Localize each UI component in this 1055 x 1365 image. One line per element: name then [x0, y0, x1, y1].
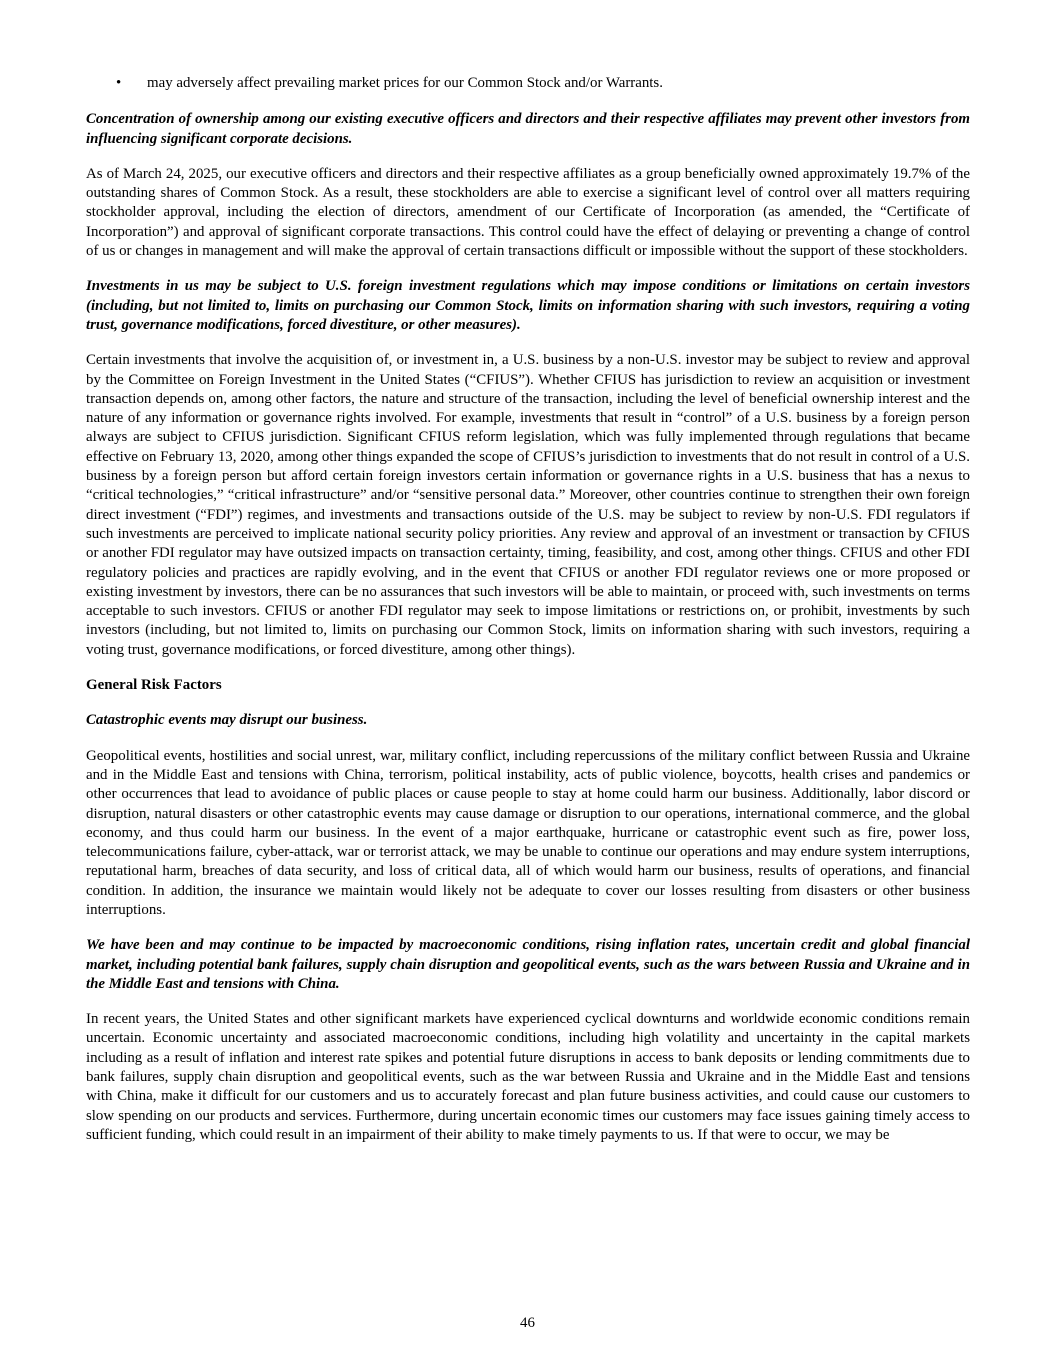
document-page: [86, 74, 970, 1161]
bullet-text: may adversely affect prevailing market prices for our Common Stock and/or Warrants.: [147, 75, 663, 91]
catastrophic-risk-heading: Catastrophic events may disrupt our business.: [86, 712, 368, 729]
macroeconomic-risk-heading: We have been and may continue to be impacted by macroeconomic conditions, rising inflation rates, uncertain credit and global financial market, including potential bank failures, supply chain disruption and geopolitical events, such as the wars between Russia and Ukraine and in the Middle East and tensions with China.: [86, 937, 970, 992]
catastrophic-risk-paragraph: Geopolitical events, hostilities and social unrest, war, military conflict, including repercussions of the military conflict between Russia and Ukraine and in the Middle East and tensions with China, terrorism, political instability, acts of public violence, boycotts, health crises and pandemics or other occurrences that lead to avoidance of public places or cause people to stay at home could harm our business. Additionally, labor discord or disruption, natural disasters or other catastrophic events may cause damage or disruption to our operations, international commerce, and the global economy, and thus could harm our business. In the event of a major earthquake, hurricane or catastrophic event such as fire, power loss, telecommunications failure, cyber-attack, war or terrorist attack, we may be unable to continue our operations and may endure system interruptions, reputational harm, breaches of data security, and loss of critical data, all of which would harm our business, results of operations, and financial condition. In addition, the insurance we maintain would likely not be adequate to cover our losses resulting from disasters or other business interruptions.: [86, 747, 970, 918]
ownership-risk-paragraph: As of March 24, 2025, our executive officers and directors and their respective affiliates as a group beneficially owned approximately 19.7% of the outstanding shares of Common Stock. As a result, these stockholders are able to exercise a significant level of control over all matters requiring stockholder approval, including the election of directors, amendment of our Certificate of Incorporation (as amended, the “Certificate of Incorporation”) and approval of significant corporate transactions. This control could have the effect of delaying or preventing a change of control of us or changes in management and will make the approval of certain transactions difficult or impossible without the support of these stockholders.: [86, 165, 970, 260]
general-risk-factors-heading: General Risk Factors: [86, 677, 222, 694]
cfius-risk-heading: Investments in us may be subject to U.S. foreign investment regulations which may impose conditions or limitations on certain investors (including, but not limited to, limits on purchasing our Common Stock, limits on information sharing with such investors, requiring a voting trust, governance modifications, forced divestiture, or other measures).: [86, 278, 970, 333]
macroeconomic-risk-paragraph: In recent years, the United States and other significant markets have experienced cyclical downturns and worldwide economic conditions remain uncertain. Economic uncertainty and associated macroeconomic conditions, including high volatility and uncertainty in the capital markets including as a result of inflation and interest rate spikes and potential future disruptions in access to bank deposits or lending commitments due to bank failures, supply chain disruption and geopolitical events, such as the war between Russia and Ukraine and in the Middle East and tensions with China, make it difficult for our customers and us to accurately forecast and plan future business activities, and could cause our customers to slow spending on our products and services. Furthermore, during uncertain economic times our customers may face issues gaining timely access to sufficient funding, which could result in an impairment of their ability to make timely payments to us. If that were to occur, we may be: [86, 1011, 970, 1143]
bullet-item: [86, 74, 970, 93]
ownership-risk-heading: Concentration of ownership among our existing executive officers and directors and their respective affiliates may prevent other investors from influencing significant corporate decisions.: [86, 111, 970, 147]
page-number: 46: [520, 1315, 535, 1331]
bullet-marker: •: [116, 75, 122, 91]
cfius-risk-paragraph: Certain investments that involve the acquisition of, or investment in, a U.S. business by a non-U.S. investor may be subject to review and approval by the Committee on Foreign Investment in the United States (“CFIUS”). Whether CFIUS has jurisdiction to review an acquisition or investment transaction depends on, among other factors, the nature and structure of the transaction, including the level of beneficial ownership interest and the nature of any information or governance rights involved. For example, investments that result in “control” of a U.S. business by a foreign person always are subject to CFIUS jurisdiction. Significant CFIUS reform legislation, which was fully implemented through regulations that became effective on February 13, 2020, among other things expanded the scope of CFIUS’s jurisdiction to investments that do not result in control of a U.S. business by a foreign person but afford certain foreign investors certain information or governance rights in a U.S. business that has a nexus to “critical technologies,” “critical infrastructure” and/or “sensitive personal data.” Moreover, other countries continue to strengthen their own foreign direct investment (“FDI”) regimes, and investments and transactions outside of the U.S. may be subject to review by non-U.S. FDI regulators if such investments are perceived to implicate national security policy priorities. Any review and approval of an investment or transaction by CFIUS or another FDI regulator may have outsized impacts on transaction certainty, timing, feasibility, and cost, among other things. CFIUS and other FDI regulatory policies and practices are rapidly evolving, and in the event that CFIUS or another FDI regulator reviews one or more proposed or existing investment by investors, there can be no assurances that such investors will be able to maintain, or proceed with, such investments on terms acceptable to such investors. CFIUS or another FDI regulator may seek to impose limitations or restrictions on, or prohibit, investments by such investors (including, but not limited to, limits on purchasing our Common Stock, limits on information sharing with such investors, requiring a voting trust, governance modifications, or forced divestiture, among other things).: [86, 352, 970, 658]
